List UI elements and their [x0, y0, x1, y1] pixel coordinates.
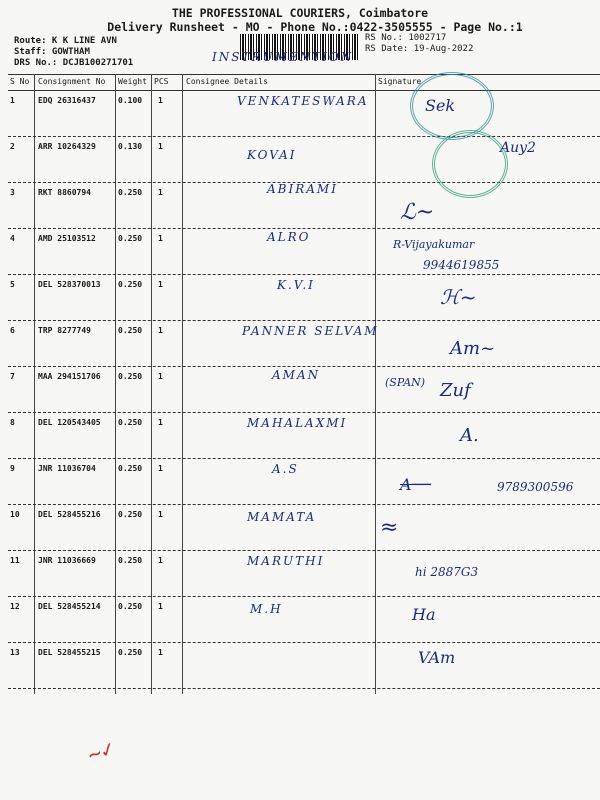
table-top-border — [8, 74, 600, 75]
receiver-name: R-Vijayakumar — [393, 238, 475, 251]
row-serial-number: 8 — [10, 418, 15, 427]
consignment-number: TRP 8277749 — [38, 326, 91, 335]
consignee-name-handwritten: A.S — [272, 462, 299, 476]
document-title: THE PROFESSIONAL COURIERS, Coimbatore — [171, 6, 429, 20]
weight-value: 0.100 — [118, 96, 143, 105]
consignee-name-handwritten: KOVAI — [247, 148, 297, 162]
row-serial-number: 9 — [10, 464, 15, 473]
document-subtitle: Delivery Runsheet - MO - Phone No.:0422-3505555 - Page No.:1 — [107, 20, 523, 34]
consignee-name-handwritten: ABIRAMI — [267, 182, 338, 196]
table-bottom-border — [8, 688, 600, 689]
signature-scribble: hi 2887G3 — [415, 565, 479, 579]
signature-scribble: A. — [460, 425, 479, 446]
signature-scribble: ≈ — [380, 515, 399, 540]
row-divider — [8, 550, 600, 551]
weight-value: 0.250 — [118, 234, 143, 243]
consignment-number: DEL 528370013 — [38, 280, 101, 289]
row-serial-number: 11 — [10, 556, 20, 565]
row-divider — [8, 366, 600, 367]
consignee-name-handwritten: VENKATESWARA — [237, 94, 369, 108]
column-divider — [151, 74, 152, 694]
consignee-name-handwritten: INSTRUMENTION — [212, 50, 354, 64]
weight-value: 0.250 — [118, 372, 143, 381]
row-serial-number: 6 — [10, 326, 15, 335]
consignee-name-handwritten: ALRO — [267, 230, 311, 244]
consignment-number: DEL 528455214 — [38, 602, 101, 611]
weight-value: 0.250 — [118, 556, 143, 565]
row-divider — [8, 228, 600, 229]
weight-value: 0.250 — [118, 418, 143, 427]
column-divider — [182, 74, 183, 694]
row-serial-number: 12 — [10, 602, 20, 611]
pieces-count: 1 — [158, 96, 163, 105]
column-header-consignee: Consignee Details — [186, 77, 268, 86]
consignment-number: ARR 10264329 — [38, 142, 96, 151]
receiver-phone: 9944619855 — [423, 258, 500, 272]
row-divider — [8, 412, 600, 413]
weight-value: 0.130 — [118, 142, 143, 151]
column-header-consignment: Consignment No — [38, 77, 106, 86]
signature-scribble: Sek — [425, 96, 456, 115]
pieces-count: 1 — [158, 188, 163, 197]
pieces-count: 1 — [158, 464, 163, 473]
row-divider — [8, 504, 600, 505]
weight-value: 0.250 — [118, 280, 143, 289]
column-divider — [34, 74, 35, 694]
column-header-pcs: PCS — [154, 77, 169, 86]
runsheet-meta-left — [14, 36, 133, 69]
company-stamp — [432, 130, 508, 198]
column-header-signature: Signature — [378, 77, 422, 86]
row-serial-number: 7 — [10, 372, 15, 381]
row-serial-number: 4 — [10, 234, 15, 243]
column-header-weight: Weight — [118, 77, 147, 86]
row-serial-number: 1 — [10, 96, 15, 105]
signature-scribble: ℋ~ — [440, 285, 477, 309]
pieces-count: 1 — [158, 234, 163, 243]
header-bottom-border — [8, 90, 600, 91]
consignee-name-handwritten: K.V.I — [277, 278, 315, 292]
row-serial-number: 3 — [10, 188, 15, 197]
consignee-name-handwritten: M.H — [250, 602, 283, 616]
signature-scribble: VAm — [418, 648, 456, 667]
column-divider — [115, 74, 116, 694]
route-text: Route: K K LINE AVN — [14, 36, 117, 46]
consignment-number: DEL 120543405 — [38, 418, 101, 427]
drs-number: DRS No.: DCJB100271701 — [14, 58, 134, 68]
pieces-count: 1 — [158, 602, 163, 611]
consignment-number: JNR 11036704 — [38, 464, 96, 473]
row-serial-number: 13 — [10, 648, 20, 657]
weight-value: 0.250 — [118, 648, 143, 657]
signature-scribble: ℒ~ — [400, 200, 435, 225]
signature-scribble: Zuf — [440, 380, 471, 401]
signature-scribble: Auy2 — [500, 140, 536, 156]
consignment-number: DEL 528455215 — [38, 648, 101, 657]
row-divider — [8, 320, 600, 321]
consignee-name-handwritten: AMAN — [272, 368, 321, 382]
weight-value: 0.250 — [118, 326, 143, 335]
pieces-count: 1 — [158, 648, 163, 657]
consignee-name-handwritten: MAHALAXMI — [247, 416, 348, 430]
consignee-name-handwritten: MARUTHI — [247, 554, 325, 568]
column-divider — [375, 74, 376, 694]
consignment-number: AMD 25103512 — [38, 234, 96, 243]
row-divider — [8, 642, 600, 643]
consignment-number: DEL 528455216 — [38, 510, 101, 519]
consignment-number: EDQ 26316437 — [38, 96, 96, 105]
row-divider — [8, 274, 600, 275]
consignment-number: MAA 294151706 — [38, 372, 101, 381]
weight-value: 0.250 — [118, 510, 143, 519]
receiver-phone: 9789300596 — [497, 480, 574, 494]
runsheet-table — [8, 74, 600, 694]
row-serial-number: 2 — [10, 142, 15, 151]
consignee-name-handwritten: PANNER SELVAM — [242, 324, 379, 338]
row-divider — [8, 136, 600, 137]
signature-scribble: A── — [400, 475, 431, 494]
signature-scribble: Ha — [412, 605, 436, 624]
consignee-name-handwritten: MAMATA — [247, 510, 317, 524]
row-divider — [8, 458, 600, 459]
pieces-count: 1 — [158, 556, 163, 565]
weight-value: 0.250 — [118, 464, 143, 473]
weight-value: 0.250 — [118, 188, 143, 197]
column-header-sno: S No — [10, 77, 30, 86]
pieces-count: 1 — [158, 372, 163, 381]
signature-note: (SPAN) — [385, 376, 426, 389]
pen-mark: ~✓ — [84, 736, 118, 769]
staff-text: Staff: GOWTHAM — [14, 47, 90, 57]
pieces-count: 1 — [158, 280, 163, 289]
runsheet-meta-right — [365, 33, 473, 55]
pieces-count: 1 — [158, 326, 163, 335]
pieces-count: 1 — [158, 418, 163, 427]
row-serial-number: 5 — [10, 280, 15, 289]
signature-scribble: Am~ — [450, 338, 496, 359]
row-divider — [8, 596, 600, 597]
consignment-number: RKT 8860794 — [38, 188, 91, 197]
consignment-number: JNR 11036669 — [38, 556, 96, 565]
pieces-count: 1 — [158, 142, 163, 151]
rs-date: RS Date: 19-Aug-2022 — [365, 44, 474, 54]
weight-value: 0.250 — [118, 602, 143, 611]
row-serial-number: 10 — [10, 510, 20, 519]
rs-number: RS No.: 1002717 — [365, 33, 447, 43]
pieces-count: 1 — [158, 510, 163, 519]
